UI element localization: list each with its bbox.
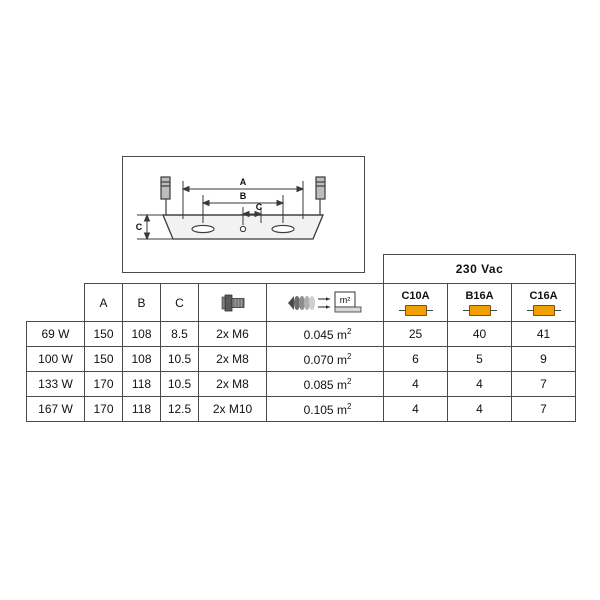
row-3-area-value: 0.105 <box>303 402 334 417</box>
breaker-2-c16a: 7 <box>512 372 576 397</box>
svg-text:A: A <box>239 177 247 187</box>
fuse-icon <box>399 305 433 316</box>
breaker-header-c16a <box>512 284 576 322</box>
row-2-a: 170 <box>85 372 123 397</box>
row-1-c: 10.5 <box>161 347 199 372</box>
row-1-area-unit: $m^2$ <box>336 351 352 367</box>
spec-header-blank <box>27 284 85 322</box>
breaker-header-row <box>384 284 576 322</box>
row-0-b: 108 <box>123 322 161 347</box>
row-2-screw: 2x M8 <box>199 372 267 397</box>
breaker-compatibility-table <box>383 254 576 422</box>
breaker-header-b16a <box>448 284 512 322</box>
breaker-2-c10a: 4 <box>384 372 448 397</box>
bracket-drawing-svg <box>123 157 364 272</box>
row-3-c: 12.5 <box>161 397 199 422</box>
breaker-1-c10a: 6 <box>384 347 448 372</box>
row-0-area-value: 0.045 <box>303 327 334 342</box>
row-0-screw: 2x M6 <box>199 322 267 347</box>
bracket-drawing-panel <box>122 156 365 273</box>
breaker-3-c16a: 7 <box>512 397 576 422</box>
spec-header-wind-area <box>267 284 389 322</box>
breaker-0-c16a: 41 <box>512 322 576 347</box>
table-row <box>27 347 389 372</box>
breaker-title: 230 Vac <box>384 255 576 284</box>
fuse-icon <box>527 305 561 316</box>
row-2-area-value: 0.085 <box>303 377 334 392</box>
row-2-area <box>267 372 389 397</box>
row-1-area-value: 0.070 <box>303 352 334 367</box>
breaker-3-b16a: 4 <box>448 397 512 422</box>
breaker-0-b16a: 40 <box>448 322 512 347</box>
row-2-b: 118 <box>123 372 161 397</box>
row-3-a: 170 <box>85 397 123 422</box>
row-label-2: 133 W <box>27 372 85 397</box>
row-label-1: 100 W <box>27 347 85 372</box>
svg-text:B: B <box>239 191 247 201</box>
table-row <box>27 322 389 347</box>
breaker-header-b16a-label: B16A <box>465 289 494 302</box>
svg-text:C: C <box>135 222 143 232</box>
row-0-a: 150 <box>85 322 123 347</box>
spec-header-c: C <box>161 284 199 322</box>
row-3-b: 118 <box>123 397 161 422</box>
row-label-0: 69 W <box>27 322 85 347</box>
row-2-area-unit: $m^2$ <box>336 376 352 392</box>
spec-header-a: A <box>85 284 123 322</box>
breaker-1-b16a: 5 <box>448 347 512 372</box>
row-1-screw: 2x M8 <box>199 347 267 372</box>
table-row <box>384 322 576 347</box>
row-1-b: 108 <box>123 347 161 372</box>
table-row <box>27 372 389 397</box>
spec-header-b: B <box>123 284 161 322</box>
row-label-3: 167 W <box>27 397 85 422</box>
breaker-3-c10a: 4 <box>384 397 448 422</box>
svg-text:m²: m² <box>339 294 350 305</box>
fuse-icon <box>463 305 497 316</box>
specification-table <box>26 283 389 422</box>
screw-icon <box>218 292 248 314</box>
row-0-area <box>267 322 389 347</box>
svg-text:C: C <box>255 202 263 212</box>
breaker-1-c16a: 9 <box>512 347 576 372</box>
table-row <box>384 372 576 397</box>
row-1-a: 150 <box>85 347 123 372</box>
wind-load-area-icon <box>284 290 372 316</box>
breaker-2-b16a: 4 <box>448 372 512 397</box>
row-1-area <box>267 347 389 372</box>
row-0-c: 8.5 <box>161 322 199 347</box>
row-3-area-unit: $m^2$ <box>336 401 352 417</box>
spec-header-screw <box>199 284 267 322</box>
row-0-area-unit: $m^2$ <box>336 326 352 342</box>
breaker-header-c10a <box>384 284 448 322</box>
row-3-screw: 2x M10 <box>199 397 267 422</box>
table-row <box>27 397 389 422</box>
spec-table-header-row <box>27 284 389 322</box>
row-3-area <box>267 397 389 422</box>
breaker-header-c10a-label: C10A <box>401 289 430 302</box>
row-2-c: 10.5 <box>161 372 199 397</box>
table-row <box>384 397 576 422</box>
table-row <box>384 347 576 372</box>
breaker-header-c16a-label: C16A <box>529 289 558 302</box>
breaker-title-row <box>384 255 576 284</box>
breaker-0-c10a: 25 <box>384 322 448 347</box>
